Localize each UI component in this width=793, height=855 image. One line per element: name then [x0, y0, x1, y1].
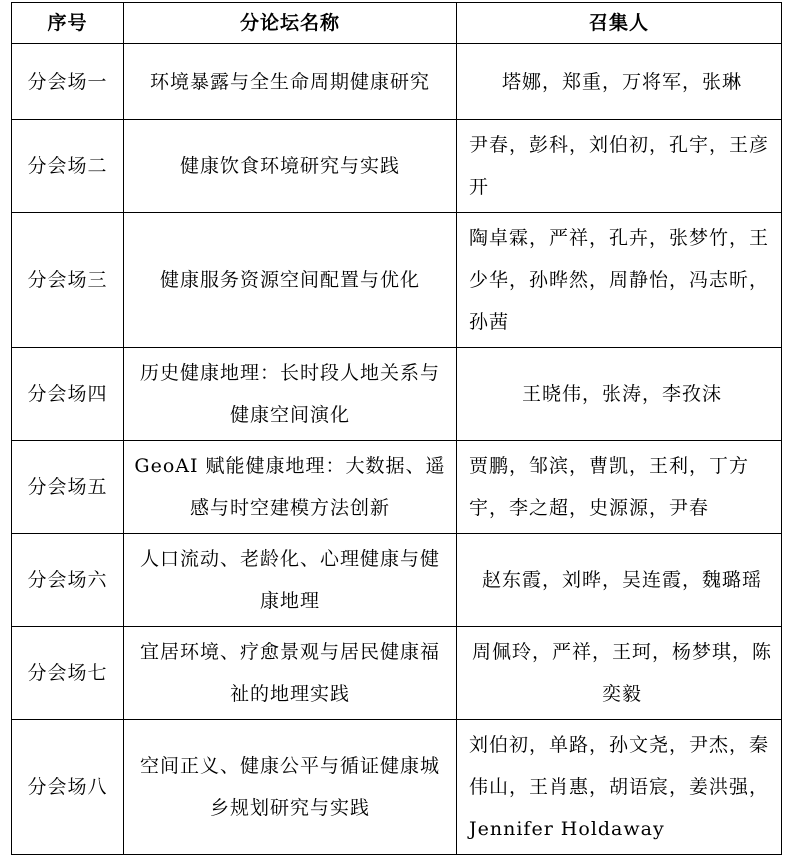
header-forum-name: 分论坛名称 — [124, 3, 457, 44]
forum-name: 环境暴露与全生命周期健康研究 — [124, 44, 457, 120]
table-row — [12, 213, 782, 348]
forum-name: 健康服务资源空间配置与优化 — [124, 213, 457, 348]
header-index: 序号 — [12, 3, 124, 44]
convener-list: 周佩玲，严祥，王珂，杨梦琪，陈奕毅 — [457, 627, 782, 720]
session-index: 分会场五 — [12, 441, 124, 534]
forum-name: 人口流动、老龄化、心理健康与健康地理 — [124, 534, 457, 627]
convener-list: 尹春，彭科，刘伯初，孔宇，王彦开 — [457, 120, 782, 213]
table-row — [12, 627, 782, 720]
session-index: 分会场一 — [12, 44, 124, 120]
forum-name: 历史健康地理：长时段人地关系与健康空间演化 — [124, 348, 457, 441]
table-row — [12, 44, 782, 120]
header-convener: 召集人 — [457, 3, 782, 44]
convener-list: 贾鹏，邹滨，曹凯，王利，丁方宇，李之超，史源源，尹春 — [457, 441, 782, 534]
session-index: 分会场六 — [12, 534, 124, 627]
forum-name: 健康饮食环境研究与实践 — [124, 120, 457, 213]
session-index: 分会场三 — [12, 213, 124, 348]
forum-name: 宜居环境、疗愈景观与居民健康福祉的地理实践 — [124, 627, 457, 720]
forum-table — [11, 2, 782, 855]
forum-name: GeoAI 赋能健康地理：大数据、遥感与时空建模方法创新 — [124, 441, 457, 534]
table-row — [12, 120, 782, 213]
forum-name: 空间正义、健康公平与循证健康城乡规划研究与实践 — [124, 720, 457, 855]
convener-list: 塔娜，郑重，万将军，张琳 — [457, 44, 782, 120]
table-row — [12, 534, 782, 627]
convener-list: 刘伯初，单路，孙文尧，尹杰，秦伟山，王肖惠，胡语宸，姜洪强，Jennifer Holdaway — [457, 720, 782, 855]
convener-list: 王晓伟，张涛，李孜沫 — [457, 348, 782, 441]
table-row — [12, 441, 782, 534]
convener-list: 陶卓霖，严祥，孔卉，张梦竹，王少华，孙晔然，周静怡，冯志昕，孙茜 — [457, 213, 782, 348]
session-index: 分会场二 — [12, 120, 124, 213]
table-row — [12, 720, 782, 855]
header-row — [12, 3, 782, 44]
table-row — [12, 348, 782, 441]
session-index: 分会场七 — [12, 627, 124, 720]
session-index: 分会场四 — [12, 348, 124, 441]
convener-list: 赵东霞，刘晔，吴连霞，魏璐瑶 — [457, 534, 782, 627]
session-index: 分会场八 — [12, 720, 124, 855]
